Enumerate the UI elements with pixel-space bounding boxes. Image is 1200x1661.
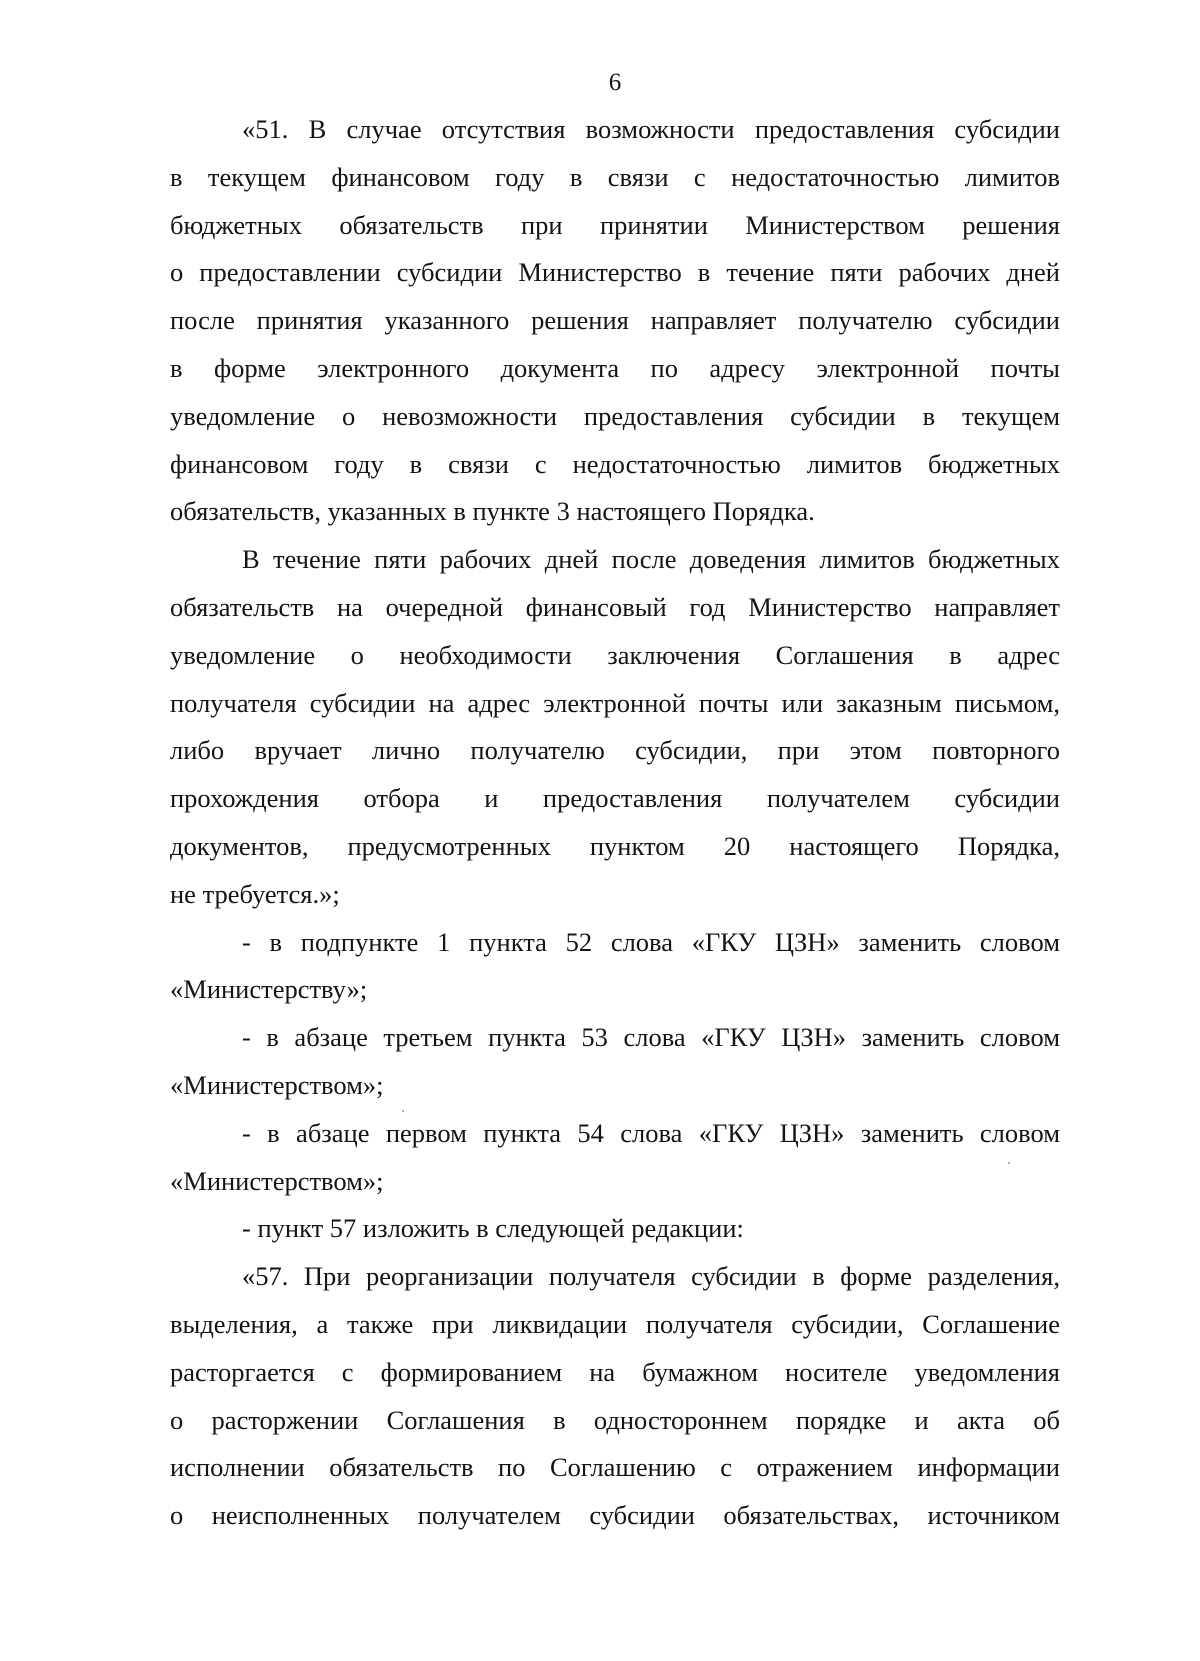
text-line: не требуется.»; [170,878,340,909]
text-line: - в абзаце первом пункта 54 слова «ГКУ ЦЗН» заменить словом [242,1117,1060,1148]
text-line: бюджетных обязательств при принятии Министерством решения [170,209,1060,240]
text-line: в текущем финансовом году в связи с недостаточностью лимитов [170,161,1060,192]
paragraph-item-57 [170,1253,1060,1540]
document-body [170,106,1060,1540]
page-number: 6 [608,69,622,96]
amendment-item-57-intro [170,1205,1060,1253]
text-line: в форме электронного документа по адресу электронной почты [170,352,1060,383]
text-line: о неисполненных получателем субсидии обязательствах, источником [170,1500,1060,1531]
text-line: уведомление о необходимости заключения Соглашения в адрес [170,639,1060,670]
amendment-item-52 [170,919,1060,1015]
text-line: финансовом году в связи с недостаточностью лимитов бюджетных [170,448,1060,479]
text-line: о расторжении Соглашения в одностороннем порядке и акта об [170,1404,1060,1435]
amendment-item-53 [170,1014,1060,1110]
scan-speck [402,1110,404,1112]
text-line: либо вручает лично получателю субсидии, при этом повторного [170,735,1060,766]
text-line: о предоставлении субсидии Министерство в течение пяти рабочих дней [170,257,1060,288]
text-line: получателя субсидии на адрес электронной почты или заказным письмом, [170,687,1060,718]
text-line: документов, предусмотренных пунктом 20 настоящего Порядка, [170,830,1060,861]
text-line: - в абзаце третьем пункта 53 слова «ГКУ ЦЗН» заменить словом [242,1022,1060,1053]
text-line: «Министерством»; [170,1069,384,1100]
text-line: исполнении обязательств по Соглашению с отражением информации [170,1452,1060,1483]
text-line: расторгается с формированием на бумажном носителе уведомления [170,1356,1060,1387]
text-line: уведомление о невозможности предоставления субсидии в текущем [170,400,1060,431]
text-line: прохождения отбора и предоставления получателем субсидии [170,783,1060,814]
text-line: «51. В случае отсутствия возможности предоставления субсидии [242,114,1060,144]
text-line: - пункт 57 изложить в следующей редакции: [242,1213,744,1244]
text-line: после принятия указанного решения направляет получателю субсидии [170,305,1060,336]
amendment-item-54 [170,1110,1060,1206]
text-line: «Министерством»; [170,1165,384,1196]
text-line: В течение пяти рабочих дней после доведения лимитов бюджетных [242,544,1060,575]
paragraph-item-51-continuation [170,536,1060,918]
text-line: выделения, а также при ликвидации получателя субсидии, Соглашение [170,1308,1060,1339]
text-line: «Министерству»; [170,974,368,1005]
text-line: «57. При реорганизации получателя субсидии в форме разделения, [242,1261,1060,1292]
paragraph-item-51 [170,106,1060,536]
scan-speck [1008,1162,1010,1164]
text-line: обязательств на очередной финансовый год Министерство направляет [170,591,1060,622]
text-line: обязательств, указанных в пункте 3 настоящего Порядка. [170,496,815,527]
text-line: - в подпункте 1 пункта 52 слова «ГКУ ЦЗН» заменить словом [242,926,1060,957]
